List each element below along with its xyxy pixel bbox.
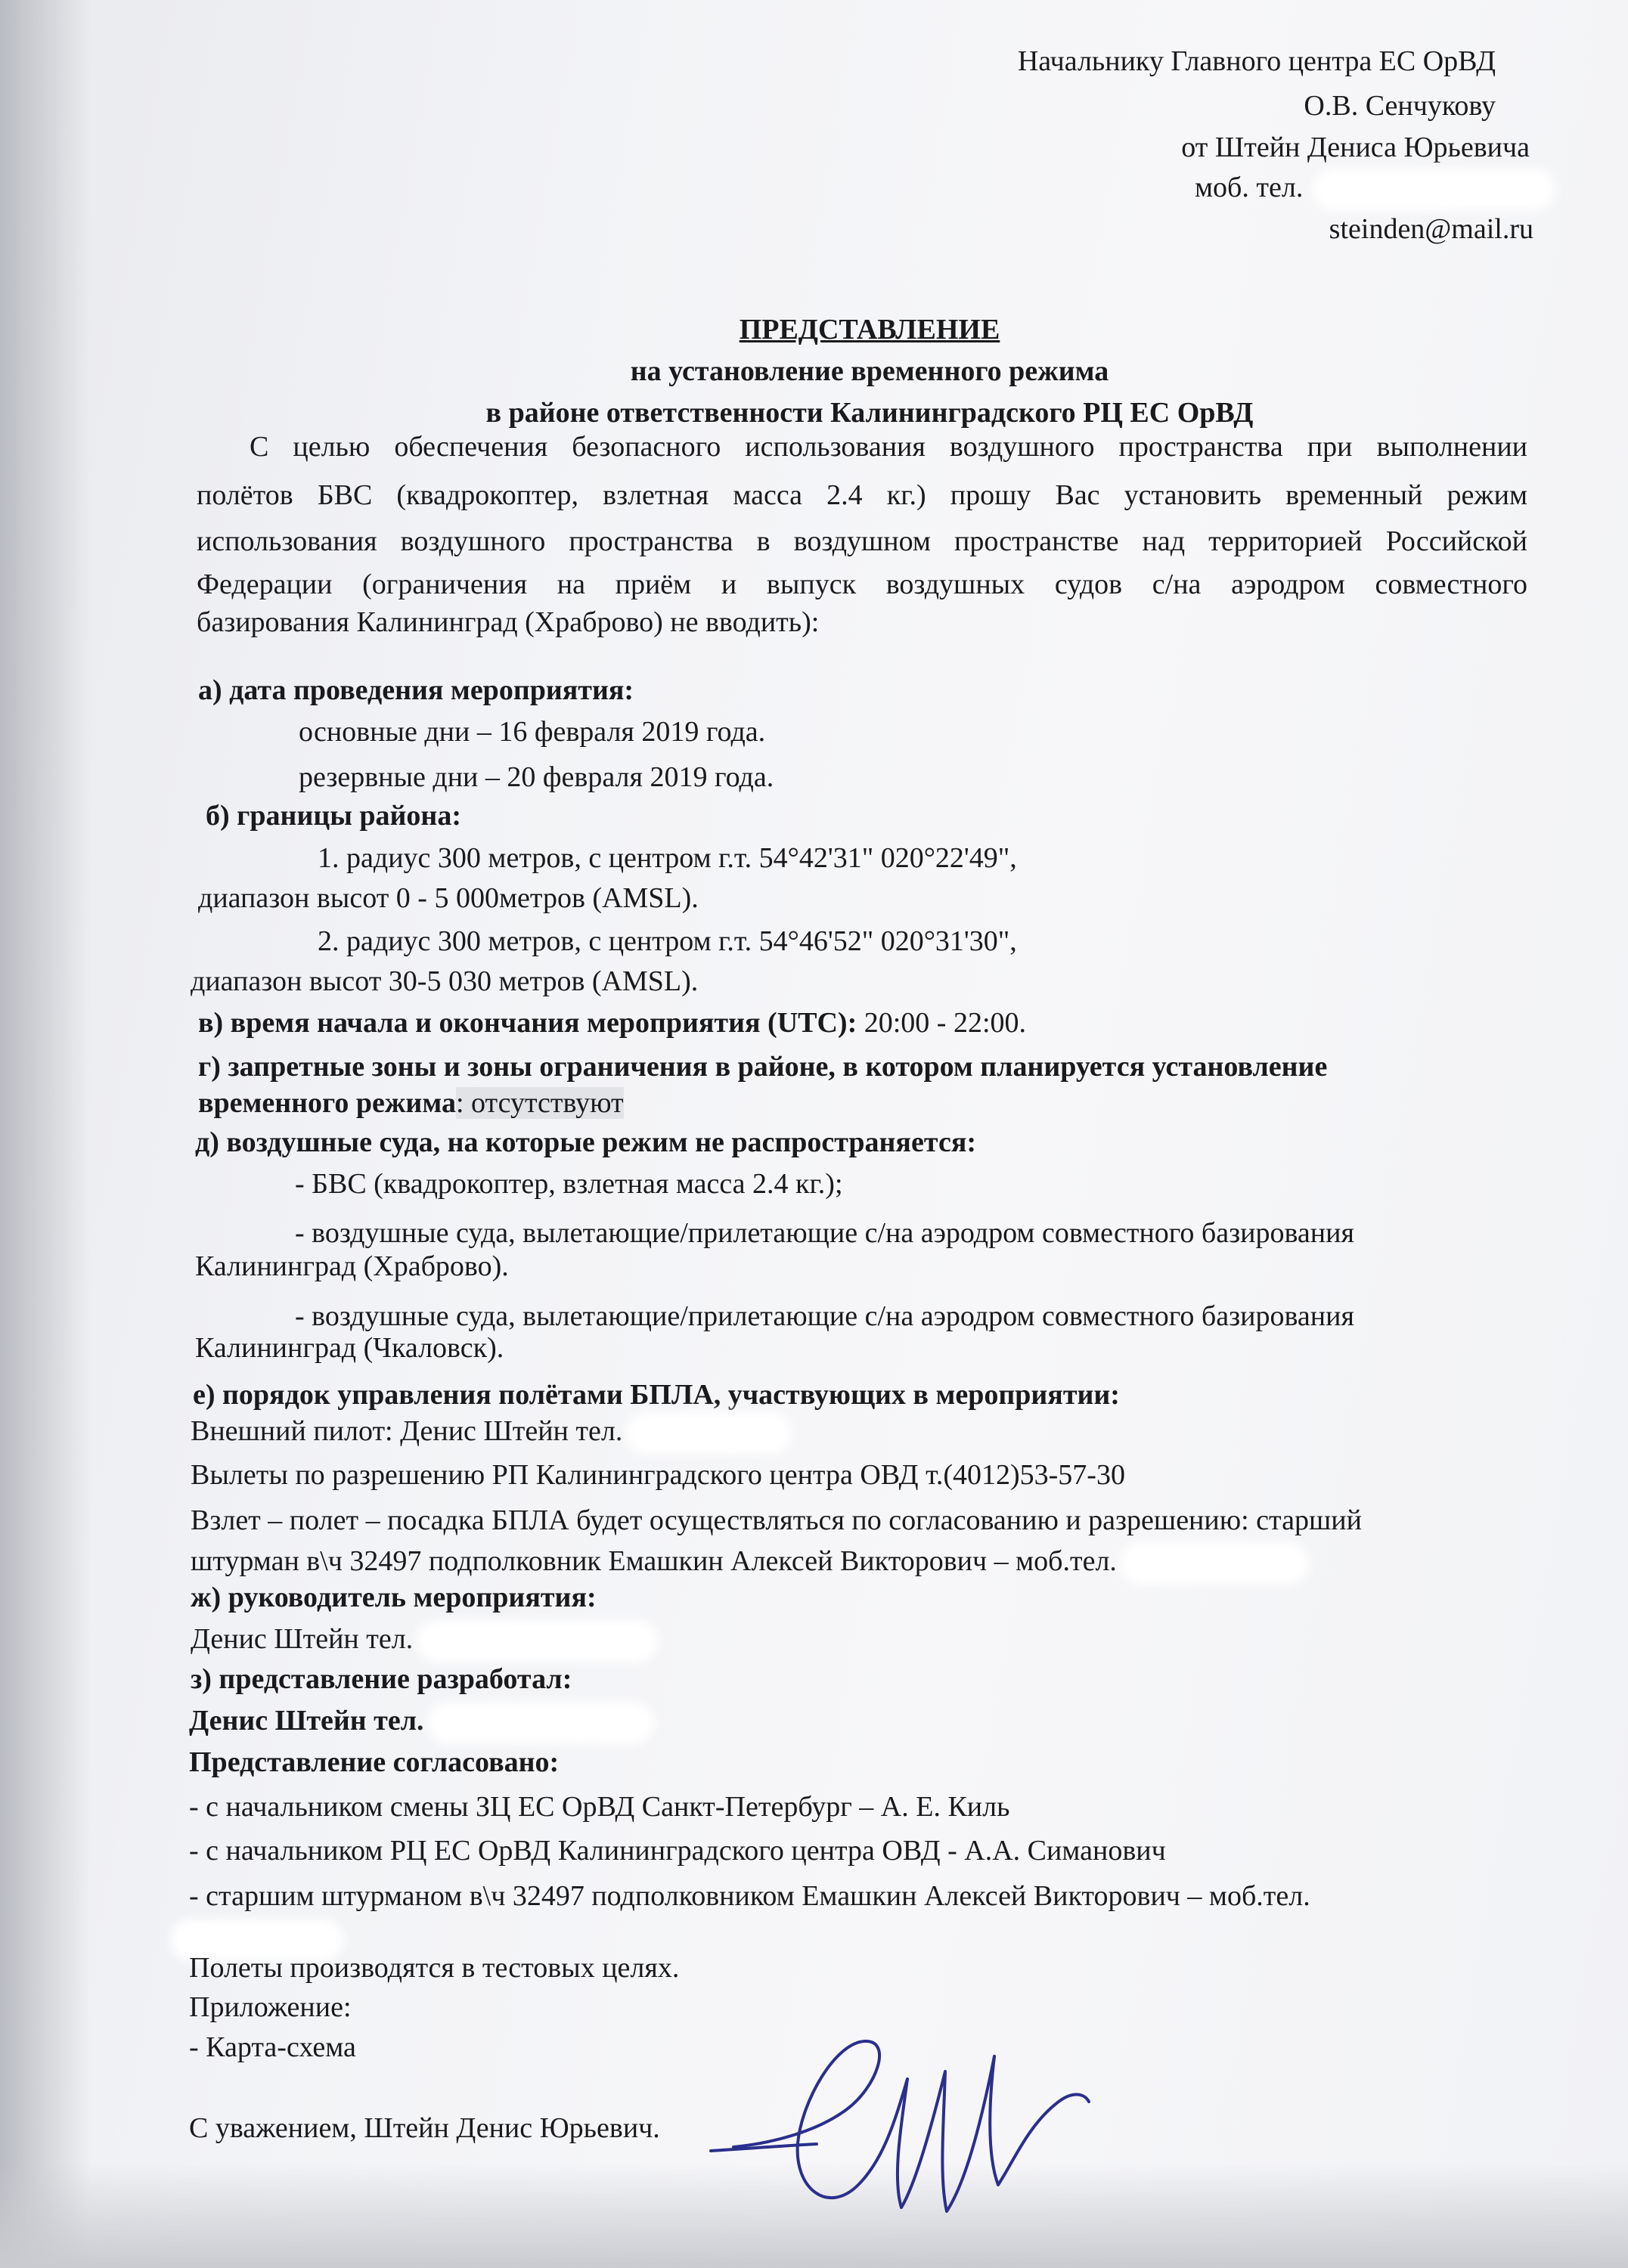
section-d-item-3-cont: Калининград (Чкаловск). bbox=[195, 1332, 504, 1364]
document-subtitle-2: в районе ответственности Калининградского РЦ ЕС ОрВД bbox=[485, 397, 1254, 429]
redacted-phone bbox=[435, 1709, 647, 1737]
footer-note: Полеты производятся в тестовых целях. bbox=[189, 1952, 680, 1984]
section-g-value: : отсутствуют bbox=[455, 1087, 624, 1119]
redacted-phone bbox=[633, 1420, 784, 1447]
intro-line-3: использования воздушного пространства в воздушном пространстве над территорией Российской bbox=[197, 525, 1527, 557]
section-b-heading: б) границы района: bbox=[206, 800, 461, 832]
agreed-line-1: - с начальником смены ЗЦ ЕС ОрВД Санкт-Петербург – А. Е. Киль bbox=[189, 1791, 1010, 1823]
section-z-heading: з) представление разработал: bbox=[191, 1663, 572, 1695]
addressee-line-2: О.В. Сенчукову bbox=[1304, 90, 1496, 122]
intro-line-2: полётов БВС (квадрокоптер, взлетная масса 2.4 кг.) прошу Вас установить временный режим bbox=[197, 479, 1527, 511]
section-b-item-1: 1. радиус 300 метров, с центром г.т. 54°42'31" 020°22'49", bbox=[318, 842, 1017, 874]
redacted-phone bbox=[1321, 176, 1548, 203]
signature bbox=[703, 2011, 1096, 2238]
section-a-reserve-days: резервные дни – 20 февраля 2019 года. bbox=[299, 761, 774, 793]
section-zh-heading: ж) руководитель мероприятия: bbox=[191, 1582, 597, 1613]
redacted-phone bbox=[423, 1628, 650, 1655]
agreed-heading: Представление согласовано: bbox=[189, 1746, 560, 1778]
section-d-item-1: - БВС (квадрокоптер, взлетная масса 2.4 кг.); bbox=[295, 1168, 843, 1200]
section-e-heading: е) порядок управления полётами БПЛА, участвующих в мероприятии: bbox=[193, 1379, 1120, 1411]
section-zh-value bbox=[191, 1622, 650, 1656]
section-e-departures: Вылеты по разрешению РП Калининградского центра ОВД т.(4012)53-57-30 bbox=[191, 1459, 1125, 1491]
agreed-line-3: - старшим штурманом в\ч 32497 подполковником Емашкин Алексей Викторович – моб.тел. bbox=[189, 1880, 1310, 1912]
addressee-line-3: от Штейн Дениса Юрьевича bbox=[1181, 132, 1530, 163]
zh-contact: Денис Штейн тел. bbox=[191, 1623, 414, 1655]
section-g-heading: г) запретные зоны и зоны ограничения в районе, в котором планируется установление bbox=[198, 1051, 1328, 1083]
closing-line: С уважением, Штейн Денис Юрьевич. bbox=[189, 2112, 660, 2144]
pilot-label: Внешний пилот: Денис Штейн тел. bbox=[191, 1415, 623, 1447]
redacted-phone bbox=[1127, 1550, 1301, 1577]
addressee-line-1: Начальнику Главного центра ЕС ОрВД bbox=[1017, 45, 1496, 77]
section-e-takeoff-1: Взлет – полет – посадка БПЛА будет осуществляться по согласованию и разрешению: старший bbox=[191, 1504, 1362, 1536]
document-subtitle-1: на установление временного режима bbox=[630, 355, 1109, 387]
intro-line-4: Федерации (ограничения на приём и выпуск воздушных судов с/на аэродром совместного bbox=[197, 569, 1527, 600]
addressee-phone bbox=[1195, 170, 1548, 205]
section-a-main-days: основные дни – 16 февраля 2019 года. bbox=[299, 716, 766, 748]
attachment-label: Приложение: bbox=[189, 1991, 352, 2023]
section-g-heading-2: временного режима bbox=[198, 1087, 456, 1119]
section-a-heading: а) дата проведения мероприятия: bbox=[198, 674, 634, 706]
section-b-item-2: 2. радиус 300 метров, с центром г.т. 54°46'52" 020°31'30", bbox=[318, 925, 1017, 957]
intro-line-1: С целью обеспечения безопасного использования воздушного пространства при выполнении bbox=[250, 431, 1527, 463]
section-e-takeoff-2 bbox=[191, 1544, 1301, 1579]
section-b-item-2-altitude: диапазон высот 30-5 030 метров (AMSL). bbox=[191, 965, 699, 997]
z-contact: Денис Штейн тел. bbox=[189, 1705, 424, 1737]
phone-label: моб. тел. bbox=[1195, 172, 1304, 203]
agreed-line-2: - с начальником РЦ ЕС ОрВД Калининградского центра ОВД - А.А. Симанович bbox=[189, 1835, 1166, 1867]
redacted-phone bbox=[178, 1926, 336, 1954]
section-g bbox=[198, 1086, 624, 1120]
section-d-item-2: - воздушные суда, вылетающие/прилетающие с/на аэродром совместного базирования bbox=[295, 1217, 1354, 1249]
section-v bbox=[198, 1005, 1026, 1040]
section-z-value bbox=[189, 1703, 647, 1738]
section-d-item-2-cont: Калининград (Храброво). bbox=[195, 1250, 509, 1282]
addressee-email: steinden@mail.ru bbox=[1329, 213, 1533, 245]
section-v-heading: в) время начала и окончания мероприятия (UTC): bbox=[198, 1007, 857, 1039]
document-title: ПРЕДСТАВЛЕНИЕ bbox=[739, 314, 1000, 345]
attachment-item: - Карта-схема bbox=[189, 2031, 356, 2063]
intro-line-5: базирования Калининград (Храброво) не вводить): bbox=[197, 606, 820, 638]
section-d-heading: д) воздушные суда, на которые режим не распространяется: bbox=[195, 1126, 977, 1158]
section-e-pilot bbox=[191, 1414, 784, 1448]
takeoff-2-text: штурман в\ч 32497 подполковник Емашкин Алексей Викторович – моб.тел. bbox=[191, 1545, 1117, 1577]
section-d-item-3: - воздушные суда, вылетающие/прилетающие с/на аэродром совместного базирования bbox=[295, 1300, 1354, 1332]
section-b-item-1-altitude: диапазон высот 0 - 5 000метров (AMSL). bbox=[198, 882, 699, 914]
section-v-value: 20:00 - 22:00. bbox=[857, 1007, 1027, 1039]
